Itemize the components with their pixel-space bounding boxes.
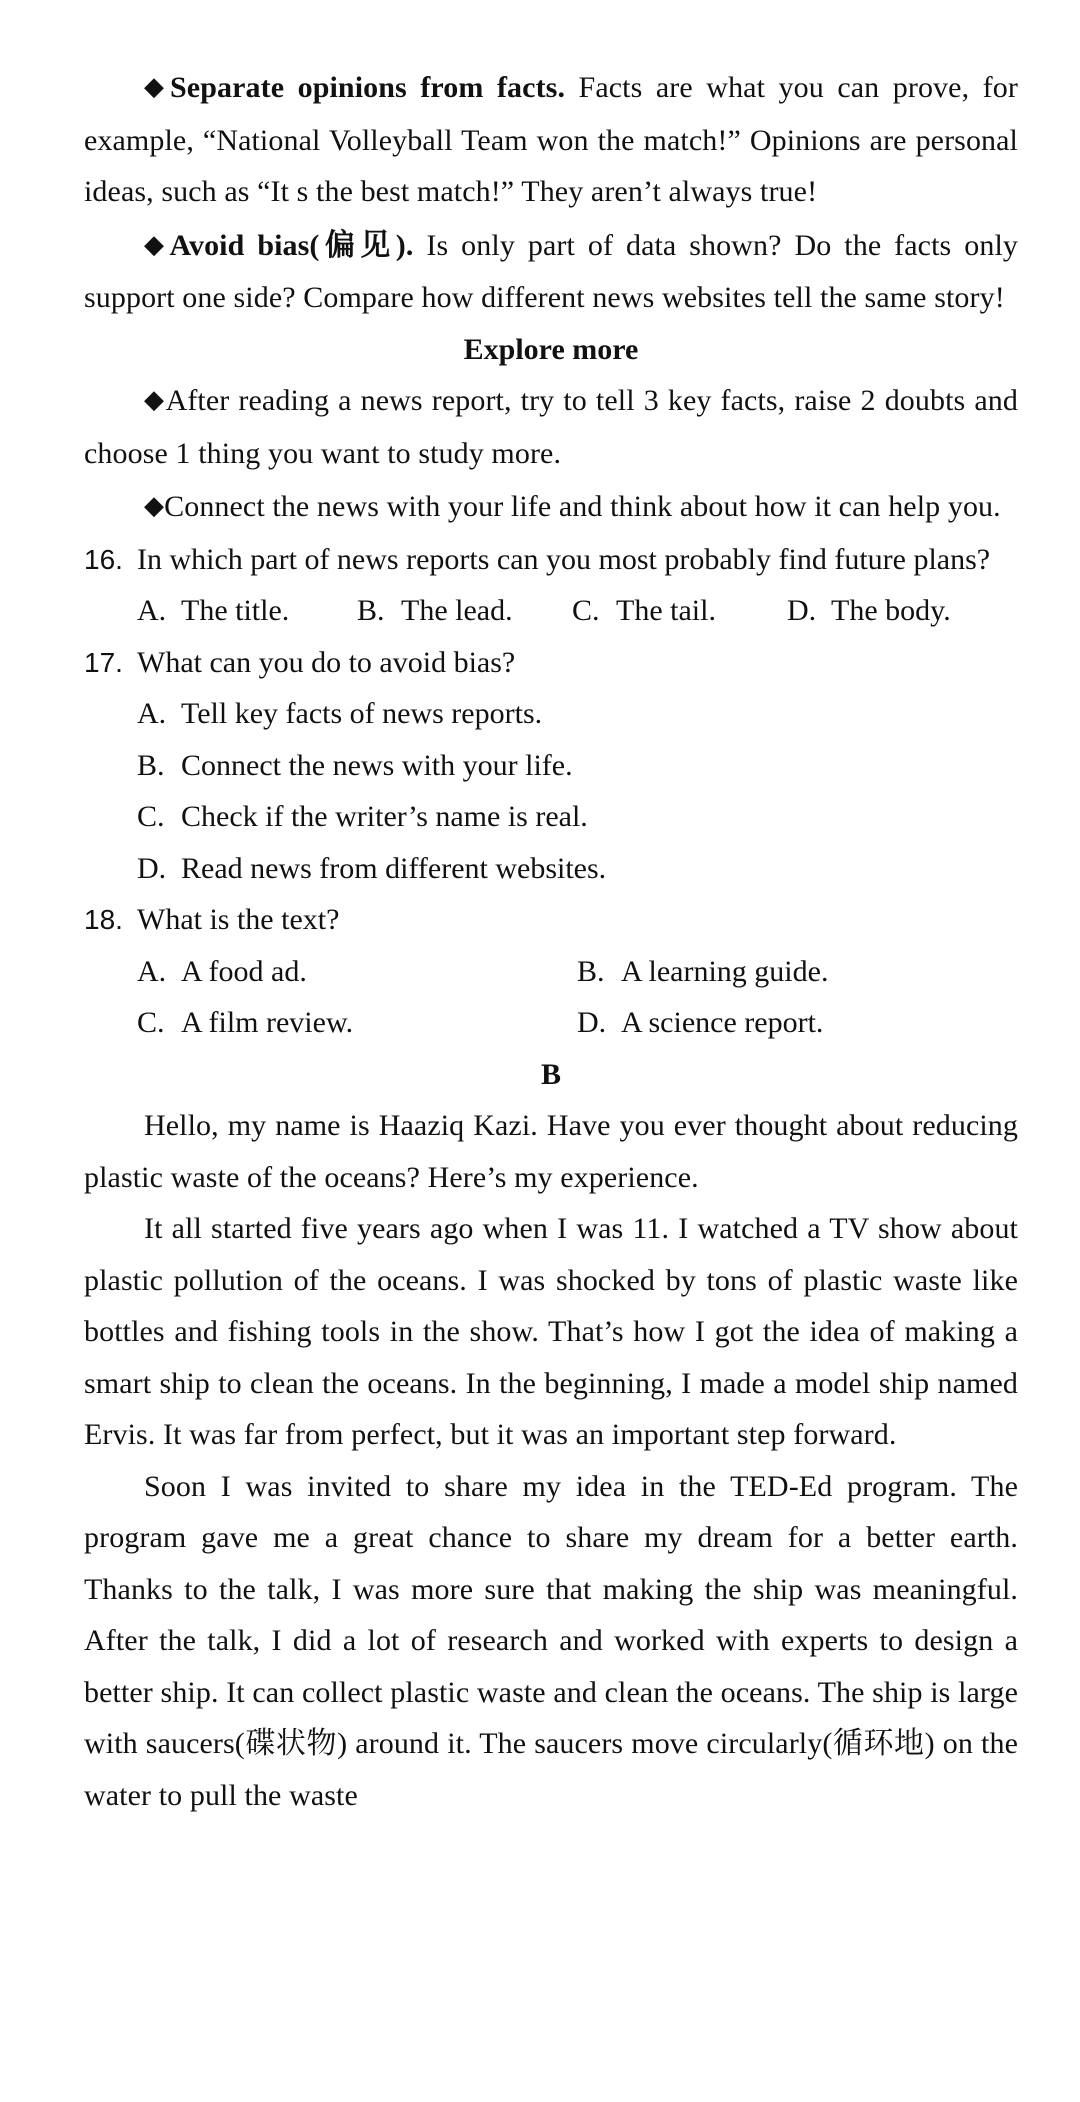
question-text: What is the text? <box>137 903 340 936</box>
option-text: Check if the writer’s name is real. <box>181 800 588 833</box>
passage-b-paragraph-3: Soon I was invited to share my idea in the TED-Ed program. The program gave me a great chance to share my dream for a better earth. Thanks to the talk, I was more sure that making the ship was meaningful. After the talk, I did a lot of research and worked with experts to design a better ship. It can collect plastic waste and clean the oceans. The ship is large with saucers(碟状物) around it. The saucers move circularly(循环地) on the water to pull the waste <box>84 1469 1018 1812</box>
option-d[interactable] <box>787 585 1002 637</box>
options-row <box>137 740 1018 792</box>
explore-more-heading: Explore more <box>463 332 639 366</box>
option-label: B. <box>137 748 165 782</box>
option-label: D. <box>787 594 817 627</box>
section-b-heading: B <box>540 1057 561 1091</box>
option-label: A. <box>137 954 167 988</box>
option-c[interactable] <box>137 997 577 1049</box>
question-number: 16. <box>84 543 123 575</box>
question-number: 18. <box>84 904 123 935</box>
question-stem <box>84 894 1018 946</box>
option-c[interactable] <box>572 585 787 637</box>
diamond-bullet-icon: ◆ <box>144 491 165 520</box>
option-label: D. <box>137 851 167 885</box>
option-text: The tail. <box>616 594 716 627</box>
passage-b-paragraph-1: Hello, my name is Haaziq Kazi. Have you ever thought about reducing plastic waste of the oceans? Here’s my experience. <box>84 1109 1018 1194</box>
bullet-text: Connect the news with your life and think about how it can help you. <box>164 490 1001 523</box>
question-text: What can you do to avoid bias? <box>137 645 516 679</box>
option-text: Connect the news with your life. <box>181 748 573 782</box>
diamond-bullet-icon: ◆ <box>144 229 170 259</box>
bullet-heading: Separate opinions from facts. <box>170 71 566 104</box>
question-16 <box>84 534 1018 637</box>
option-a[interactable] <box>137 688 542 740</box>
option-text: A food ad. <box>181 954 307 988</box>
bullet-separate-opinions <box>84 62 1018 218</box>
question-stem <box>84 534 1018 586</box>
options-row <box>137 843 1018 895</box>
option-a[interactable] <box>137 946 577 998</box>
diamond-bullet-icon: ◆ <box>144 385 166 414</box>
options-row <box>137 946 1018 998</box>
options-row <box>137 997 1018 1049</box>
question-18 <box>84 894 1018 1049</box>
question-number: 17. <box>84 646 123 678</box>
options-row <box>137 791 1018 843</box>
option-label: A. <box>137 697 167 730</box>
bullet-text: After reading a news report, try to tell 3 key facts, raise 2 doubts and choose 1 thing you want to study more. <box>84 384 1018 470</box>
question-stem <box>84 637 1018 689</box>
option-label: B. <box>577 954 605 988</box>
bullet-explore-facts <box>84 375 1018 479</box>
option-text: The lead. <box>401 594 513 627</box>
options-row <box>137 585 1018 637</box>
diamond-bullet-icon: ◆ <box>144 72 170 101</box>
option-d[interactable] <box>577 997 1017 1049</box>
option-label: C. <box>137 800 165 833</box>
bullet-text: Is only part of data shown? Do the facts only support one side? Compare how different news websites tell the same story! <box>84 228 1018 314</box>
option-label: C. <box>137 1006 165 1039</box>
bullet-text: Facts are what you can prove, for example, “National Volleyball Team won the match!” Opinions are personal ideas, such as “It s the best match!” They aren’t always true! <box>84 71 1018 208</box>
document-page <box>84 62 1018 1821</box>
passage-b-paragraph-2: It all started five years ago when I was 11. I watched a TV show about plastic pollution of the oceans. I was shocked by tons of plastic waste like bottles and fishing tools in the show. That’s how I got the idea of making a smart ship to clean the oceans. In the beginning, I made a model ship named Ervis. It was far from perfect, but it was an important step forward. <box>84 1212 1018 1451</box>
option-text: A science report. <box>621 1006 824 1039</box>
option-label: B. <box>357 594 385 627</box>
options <box>84 688 1018 894</box>
option-b[interactable] <box>357 585 572 637</box>
options <box>84 585 1018 637</box>
option-text: The title. <box>181 594 290 627</box>
option-text: A learning guide. <box>621 954 829 988</box>
option-text: Tell key facts of news reports. <box>181 697 543 730</box>
option-a[interactable] <box>137 585 357 637</box>
bullet-explore-connect <box>84 481 1018 534</box>
bullet-avoid-bias <box>84 220 1018 324</box>
option-b[interactable] <box>137 740 573 792</box>
bullet-heading: Avoid bias(偏见). <box>169 228 414 262</box>
options-row <box>137 688 1018 740</box>
option-label: C. <box>572 594 600 627</box>
question-17 <box>84 637 1018 895</box>
option-text: The body. <box>831 594 951 627</box>
option-label: A. <box>137 594 167 627</box>
option-label: D. <box>577 1006 607 1039</box>
option-d[interactable] <box>137 843 606 895</box>
options <box>84 946 1018 1049</box>
option-c[interactable] <box>137 791 588 843</box>
question-text: In which part of news reports can you most probably find future plans? <box>137 542 991 576</box>
option-text: A film review. <box>181 1006 354 1039</box>
option-b[interactable] <box>577 946 1017 998</box>
option-text: Read news from different websites. <box>181 851 607 885</box>
